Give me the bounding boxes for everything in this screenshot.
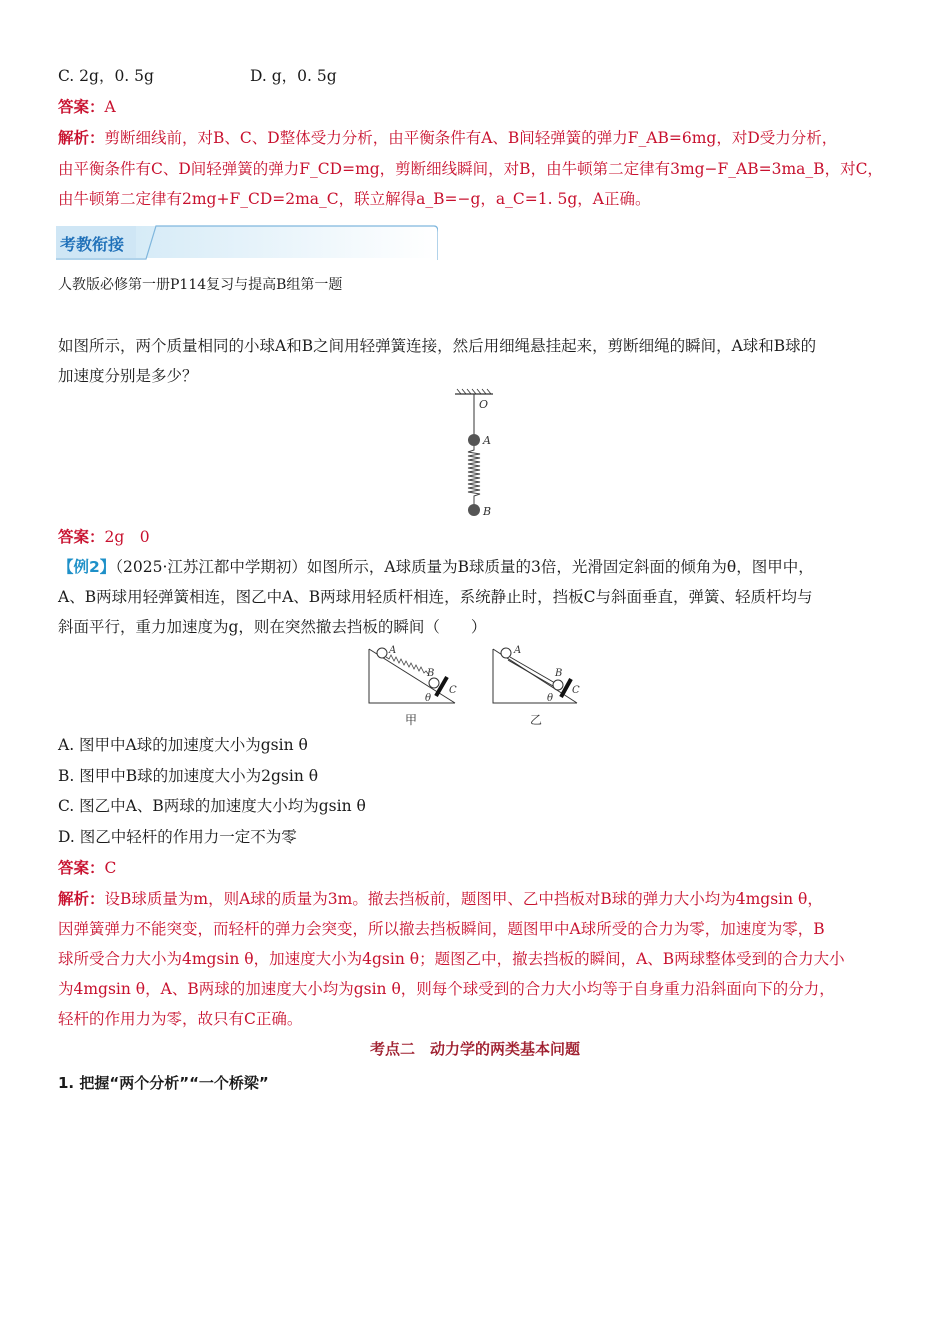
svg-text:C: C <box>449 685 457 696</box>
label-o: O <box>479 398 489 411</box>
label-b: B <box>483 505 492 518</box>
answer-1: 答案：A <box>58 98 116 116</box>
explanation-3-line5: 轻杆的作用力为零，故只有C正确。 <box>58 1010 303 1028</box>
question-line1: 如图所示，两个质量相同的小球A和B之间用轻弹簧连接，然后用细绳悬挂起来，剪断细绳的瞬间，A球和B球的 <box>58 337 817 355</box>
explanation-3-line4: 为4mgsin θ，A、B两球的加速度大小均为gsin θ，则每个球受到的合力大小均等于自身重力沿斜面向下的分力， <box>58 980 835 998</box>
example-tag: 【例2】 <box>58 558 116 576</box>
ball-b <box>468 504 480 516</box>
answer-3: 答案：C <box>58 859 117 877</box>
svg-text:θ: θ <box>547 693 554 704</box>
subsection-title: 1. 把握“两个分析”“一个桥梁” <box>58 1074 269 1092</box>
example-2-line1: 【例2】（2025·江苏江都中学期初）如图所示，A球质量为B球质量的3倍，光滑固定斜面的倾角为θ，图甲中， <box>58 558 814 576</box>
spring-figure <box>445 388 515 523</box>
example-2-line2: A、B两球用轻弹簧相连，图乙中A、B两球用轻质杆相连，系统静止时，挡板C与斜面垂直，弹簧、轻质杆均与 <box>58 588 813 606</box>
label-a: A <box>483 434 491 447</box>
example-2-line3: 斜面平行，重力加速度为g，则在突然撤去挡板的瞬间（ ） <box>58 618 487 636</box>
incline-figure <box>365 645 585 730</box>
svg-text:C: C <box>572 685 580 696</box>
svg-text:A: A <box>514 645 522 656</box>
svg-text:A: A <box>389 645 397 656</box>
answer-2: 答案：2g 0 <box>58 528 150 546</box>
svg-text:B: B <box>555 668 563 679</box>
incline-yi <box>493 645 580 704</box>
option-b: B. 图甲中B球的加速度大小为2gsin θ <box>58 767 319 785</box>
option-a: A. 图甲中A球的加速度大小为gsin θ <box>58 736 308 754</box>
option-c: C. 图乙中A、B两球的加速度大小均为gsin θ <box>58 797 366 815</box>
incline-jia <box>369 645 457 704</box>
explanation-1-line2: 由平衡条件有C、D间轻弹簧的弹力F_CD=mg，剪断细线瞬间，对B，由牛顿第二定律有3mg−F_AB=3ma_B，对C， <box>58 160 883 178</box>
svg-text:B: B <box>427 668 435 679</box>
caption-jia: 甲 <box>405 713 418 727</box>
section-banner <box>56 224 438 262</box>
caption-yi: 乙 <box>530 713 543 727</box>
svg-text:θ: θ <box>425 693 432 704</box>
explanation-3-line2: 因弹簧弹力不能突变，而轻杆的弹力会突变，所以撤去挡板瞬间，题图甲中A球所受的合力为零，加速度为零，B <box>58 920 825 938</box>
explanation-3-line3: 球所受合力大小为4mgsin θ，加速度大小为4gsin θ；题图乙中，撤去挡板的瞬间，A、B两球整体受到的合力大小 <box>58 950 845 968</box>
textbook-reference: 人教版必修第一册P114复习与提高B组第一题 <box>58 277 343 293</box>
option-c-prev: C. 2g，0. 5g <box>58 67 154 85</box>
ball-a <box>468 434 480 446</box>
explanation-1-line3: 由牛顿第二定律有2mg+F_CD=2ma_C，联立解得a_B=−g，a_C=1. 5g，A正确。 <box>58 190 651 208</box>
banner-title: 考教衔接 <box>60 235 125 254</box>
explanation-1-line1: 解析：剪断细线前，对B、C、D整体受力分析，由平衡条件有A、B间轻弹簧的弹力F_AB=6mg，对D受力分析， <box>58 129 838 147</box>
option-d: D. 图乙中轻杆的作用力一定不为零 <box>58 828 297 846</box>
question-line2: 加速度分别是多少？ <box>58 367 198 385</box>
section-title: 考点二 动力学的两类基本问题 <box>369 1040 580 1058</box>
option-d-prev: D. g，0. 5g <box>250 67 337 85</box>
explanation-3-line1: 解析：设B球质量为m，则A球的质量为3m。撤去挡板前，题图甲、乙中挡板对B球的弹力大小均为4mgsin θ， <box>58 890 823 908</box>
